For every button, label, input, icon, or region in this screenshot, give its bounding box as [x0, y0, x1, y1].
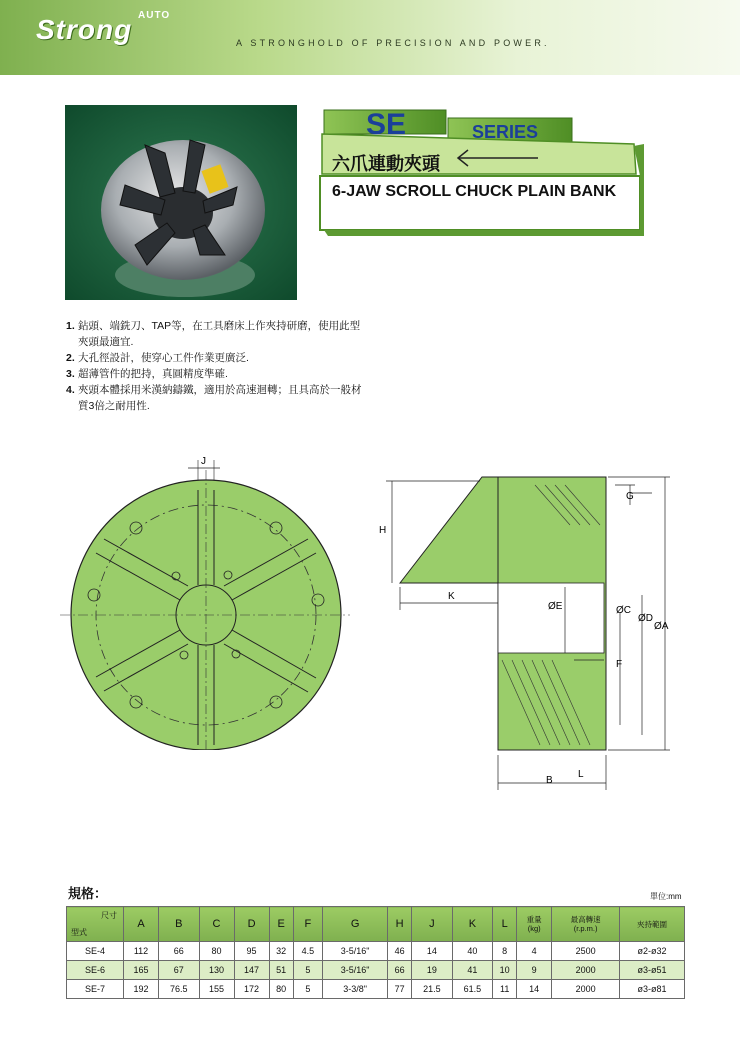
col-header: A — [124, 907, 159, 942]
brand-logo: Strong — [36, 14, 133, 45]
col-header-range: 夾持範圍 — [620, 907, 685, 942]
unit-label: 單位:mm — [650, 892, 682, 901]
dim-label-l: L — [578, 769, 584, 780]
series-label: SERIES — [472, 122, 539, 142]
series-code: SE — [366, 108, 407, 141]
col-header-weight: 重量 (kg) — [517, 907, 552, 942]
col-header: E — [269, 907, 293, 942]
col-header: C — [199, 907, 234, 942]
col-header: K — [452, 907, 492, 942]
dim-label-f: F — [616, 659, 623, 670]
col-header-speed: 最高轉速 (r.p.m.) — [552, 907, 620, 942]
dim-label-j: J — [201, 456, 206, 467]
col-header: F — [293, 907, 323, 942]
product-photo — [65, 105, 297, 300]
table-row: SE-4 112 66 80 95 32 4.5 3-5/16" 46 14 40 8 4 2500 ø2-ø32 — [67, 942, 685, 961]
dim-label-b: B — [546, 775, 553, 786]
feature-item: 4. 夾頭本體採用米漢納鑄鐵，適用於高速迴轉；且具高於一般材質3倍之耐用性. — [66, 384, 362, 412]
col-header: B — [159, 907, 199, 942]
feature-item: 1. 鉆頭、端銑刀、TAP等，在工具磨床上作夾持研磨，使用此型夾頭最適宜. — [66, 320, 361, 348]
table-row: SE-7 192 76.5 155 172 80 5 3-3/8" 77 21.5 61.5 11 14 2000 ø3-ø81 — [67, 980, 685, 999]
front-view-drawing — [60, 450, 350, 750]
side-view-drawing — [370, 465, 690, 795]
logo-auto-text: AUTO — [138, 10, 171, 21]
col-header: L — [493, 907, 517, 942]
col-header: D — [234, 907, 269, 942]
feature-list — [66, 318, 366, 414]
dim-label-c: ØC — [616, 605, 631, 616]
tagline: A STRONGHOLD OF PRECISION AND POWER. — [236, 38, 550, 48]
col-header: H — [388, 907, 412, 942]
col-header: J — [412, 907, 452, 942]
dim-label-a: ØA — [654, 621, 669, 632]
english-title: 6-JAW SCROLL CHUCK PLAIN BANK — [332, 183, 617, 200]
chinese-title: 六爪連動夾頭 — [332, 154, 440, 174]
dim-label-h: H — [379, 525, 387, 536]
header-corner: 尺寸 型式 — [67, 907, 124, 942]
dim-label-k: K — [448, 591, 455, 602]
spec-title: 規格： — [68, 886, 108, 901]
feature-item: 2. 大孔徑設計，使穿心工件作業更廣泛. — [66, 352, 249, 364]
dim-label-d: ØD — [638, 613, 653, 624]
col-header: G — [323, 907, 388, 942]
table-row: SE-6 165 67 130 147 51 5 3-5/16" 66 19 41 10 9 2000 ø3-ø51 — [67, 961, 685, 980]
feature-item: 3. 超薄管件的把持，真圓精度準確. — [66, 368, 228, 380]
dim-label-g: G — [626, 491, 634, 502]
table-header-row — [67, 907, 685, 942]
spec-table — [66, 906, 685, 999]
dim-label-e: ØE — [548, 601, 563, 612]
